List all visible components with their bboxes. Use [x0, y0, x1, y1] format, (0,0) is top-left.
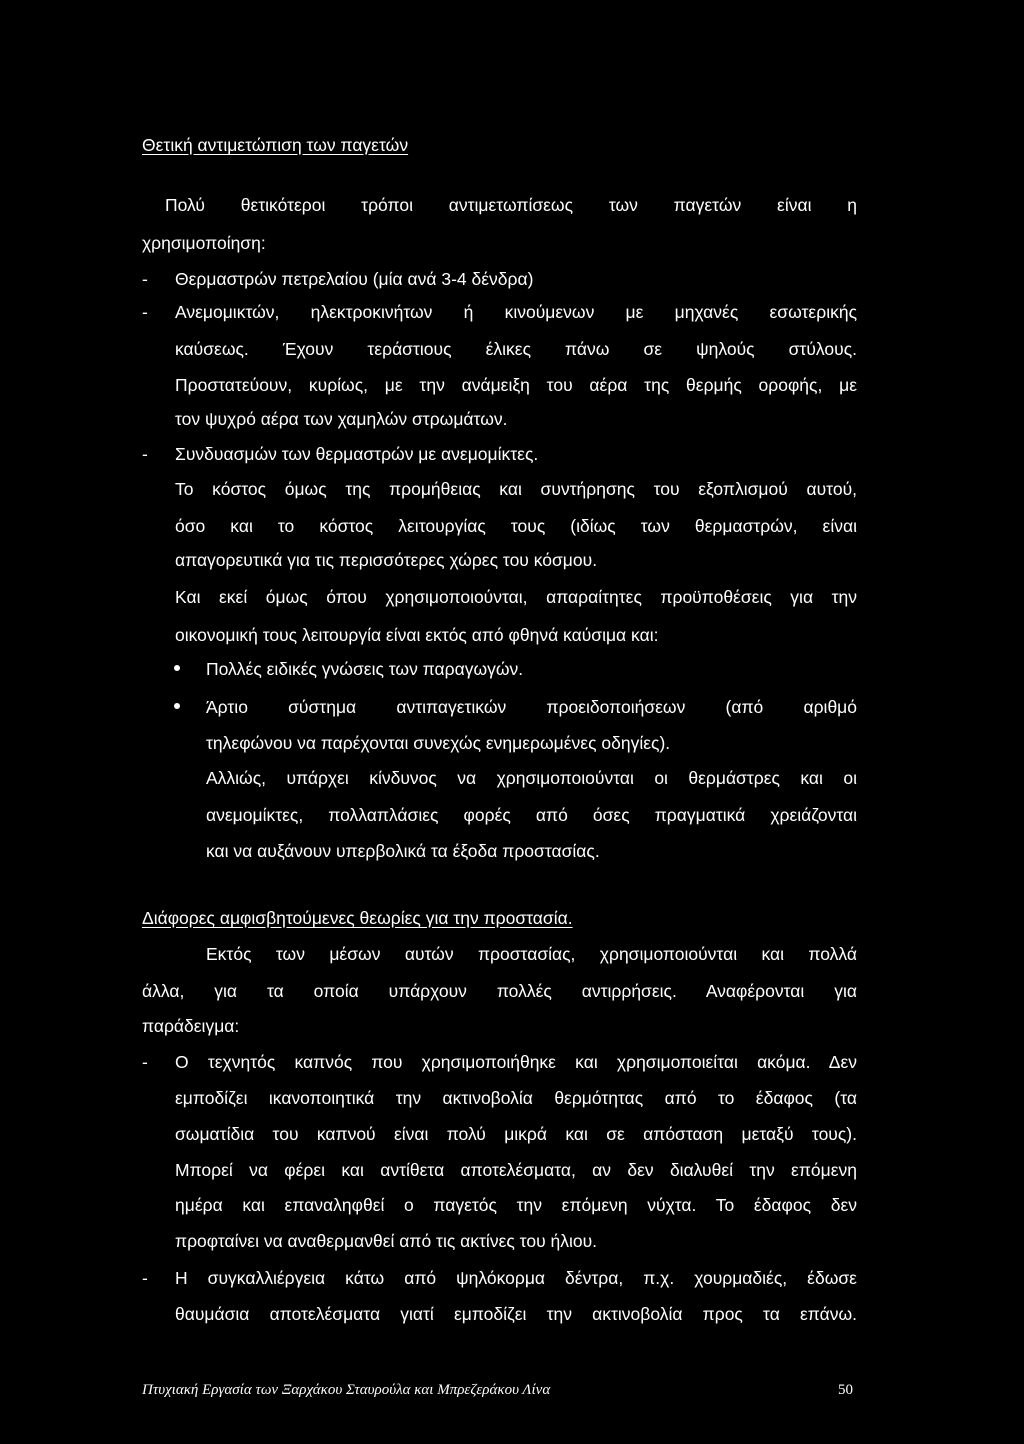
list-item: Συνδυασμών των θερμαστρών με ανεμομίκτες. — [175, 444, 539, 464]
bullet-item-line: τηλεφώνου να παρέχονται συνεχώς ενημερωμένες οδηγίες). — [206, 733, 671, 753]
paragraph-line: χρησιμοποίηση: — [142, 233, 266, 253]
bullet-icon — [174, 703, 180, 709]
dash-marker: - — [142, 302, 148, 322]
page-number: 50 — [838, 1382, 853, 1398]
paragraph-line: Εκτός των μέσων αυτών προστασίας, χρησιμοποιούνται και πολλά — [206, 944, 857, 964]
list-item: Θερμαστρών πετρελαίου (μία ανά 3-4 δένδρα) — [175, 269, 534, 289]
list-item-line: καύσεως. Έχουν τεράστιους έλικες πάνω σε ψηλούς στύλους. — [175, 339, 857, 359]
list-item-line: Ο τεχνητός καπνός που χρησιμοποιήθηκε και χρησιμοποιείται ακόμα. Δεν — [175, 1052, 857, 1072]
list-item-line: Μπορεί να φέρει και αντίθετα αποτελέσματα, αν δεν διαλυθεί την επόμενη — [175, 1160, 857, 1180]
paragraph-line: απαγορευτικά για τις περισσότερες χώρες του κόσμου. — [175, 550, 598, 570]
list-item-line: Προστατεύουν, κυρίως, με την ανάμειξη του αέρα της θερμής οροφής, με — [175, 375, 857, 395]
paragraph-line: παράδειγμα: — [142, 1016, 240, 1036]
dash-marker: - — [142, 269, 148, 289]
dash-marker: - — [142, 1052, 148, 1072]
list-item-line: θαυμάσια αποτελέσματα γιατί εμποδίζει την ακτινοβολία προς τα επάνω. — [175, 1304, 857, 1324]
list-item-line: Η συγκαλλιέργεια κάτω από ψηλόκορμα δέντρα, π.χ. χουρμαδιές, έδωσε — [175, 1268, 857, 1288]
list-item-line: τον ψυχρό αέρα των χαμηλών στρωμάτων. — [175, 409, 508, 429]
dash-marker: - — [142, 444, 148, 464]
list-item-line: σωματίδια του καπνού είναι πολύ μικρά και σε απόσταση μεταξύ τους). — [175, 1124, 857, 1144]
section-heading-frost-treatment: Θετική αντιμετώπιση των παγετών — [142, 135, 409, 155]
bullet-item-line: Άρτιο σύστημα αντιπαγετικών προειδοποιήσεων (από αριθμό — [206, 697, 857, 717]
paragraph-line: και να αυξάνουν υπερβολικά τα έξοδα προστασίας. — [206, 841, 600, 861]
paragraph-line: Πολύ θετικότεροι τρόποι αντιμετωπίσεως των παγετών είναι η — [165, 195, 857, 215]
paragraph-line: Το κόστος όμως της προμήθειας και συντήρησης του εξοπλισμού αυτού, — [175, 479, 857, 499]
list-item-line: Ανεμομικτών, ηλεκτροκινήτων ή κινούμενων με μηχανές εσωτερικής — [175, 302, 857, 322]
bullet-item: Πολλές ειδικές γνώσεις των παραγωγών. — [206, 659, 524, 679]
list-item-line: εμποδίζει ικανοποιητικά την ακτινοβολία θερμότητας από το έδαφος (τα — [175, 1088, 857, 1108]
bullet-icon — [174, 665, 180, 671]
paragraph-line: οικονομική τους λειτουργία είναι εκτός από φθηνά καύσιμα και: — [175, 625, 659, 645]
footer-title: Πτυχιακή Εργασία των Ξαρχάκου Σταυρούλα και Μπρεζεράκου Λίνα — [142, 1382, 551, 1398]
paragraph-line: ανεμομίκτες, πολλαπλάσιες φορές από όσες πραγματικά χρειάζονται — [206, 805, 857, 825]
list-item-line: ημέρα και επαναληφθεί ο παγετός την επόμενη νύχτα. Το έδαφος δεν — [175, 1195, 857, 1215]
paragraph-line: άλλα, για τα οποία υπάρχουν πολλές αντιρρήσεις. Αναφέρονται για — [142, 981, 857, 1001]
list-item-line: προφταίνει να αναθερμανθεί από τις ακτίνες του ήλιου. — [175, 1231, 598, 1251]
paragraph-line: όσο και το κόστος λειτουργίας τους (ιδίως των θερμαστρών, είναι — [175, 516, 857, 536]
dash-marker: - — [142, 1268, 148, 1288]
paragraph-line: Αλλιώς, υπάρχει κίνδυνος να χρησιμοποιούνται οι θερμάστρες και οι — [206, 768, 857, 788]
section-heading-disputed-theories: Διάφορες αμφισβητούμενες θεωρίες για την προστασία. — [142, 908, 573, 928]
paragraph-line: Και εκεί όμως όπου χρησιμοποιούνται, απαραίτητες προϋποθέσεις για την — [175, 587, 857, 607]
